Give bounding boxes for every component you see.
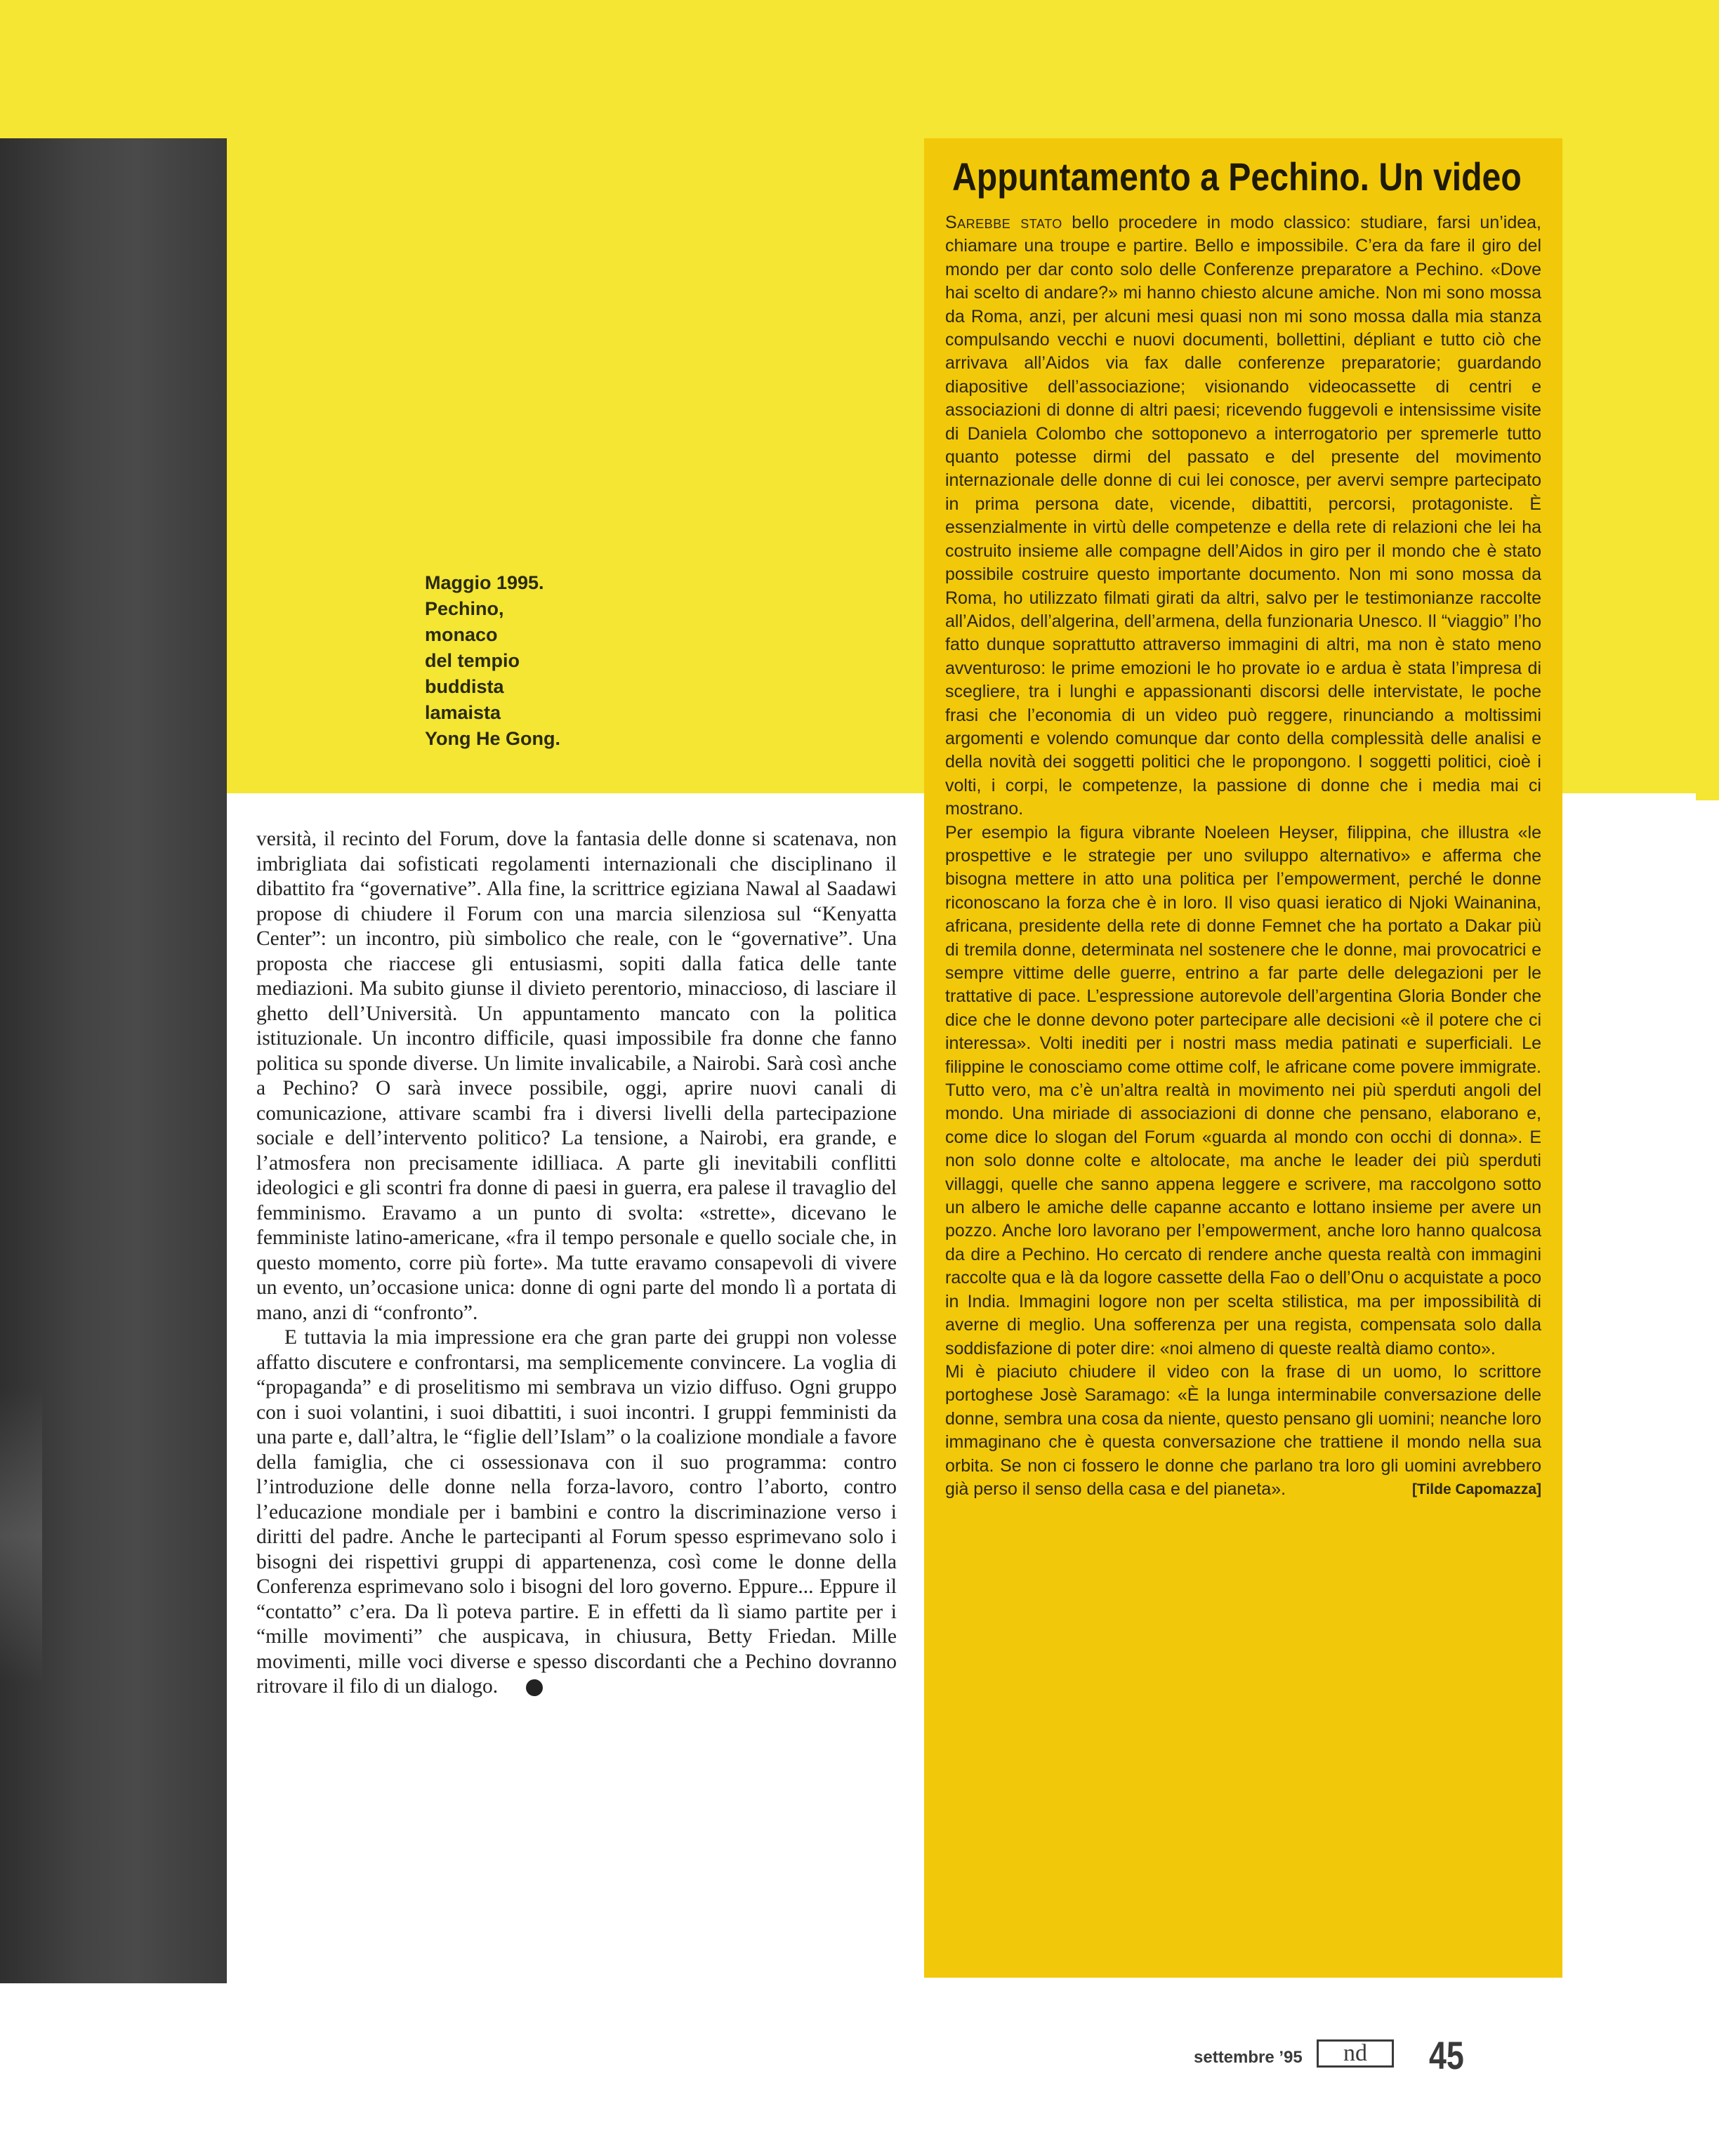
caption-line: del tempio: [425, 650, 520, 671]
caption-line: monaco: [425, 624, 498, 645]
article-paragraph: versità, il recinto del Forum, dove la fantasia delle donne si scatenava, non imbrigliata dai sofisticati regolamenti internazionali che disciplinano il dibattito fra “governative”. Alla fine, la scrittrice egiziana Nawal al Saadawi propose di chiudere il Forum con una marcia silenziosa sul “Kenyatta Center”: un incontro, più simbolico che reale, con le “governative”. Una proposta che riaccese gli entusiasmi, sopiti dalla fatica delle tante mediazioni. Ma subito giunse il divieto perentorio, minaccioso, di lasciare il ghetto dell’Università. Un appuntamento mancato con la politica istituzionale. Un incontro difficile, quasi impossibile fra donne che fanno politica su sponde diverse. Un limite invalicabile, a Nairobi. Sarà così anche a Pechino? O sarà invece possibile, oggi, aprire nuovi canali di comunicazione, attivare scambi fra i diversi livelli della partecipazione sociale e dell’intervento politico? La tensione, a Nairobi, era grande, e l’atmosfera non precisamente idilliaca. A parte gli inevitabili conflitti ideologici e gli scontri fra donne di paesi in guerra, era palese il travaglio del femminismo. Eravamo a un punto di svolta: «strette», dicevano le femministe latino-americane, «fra il tempo personale e quello sociale che, in questo momento, corre più forte». Ma tutte eravamo consapevoli di vivere un evento, un’occasione unica: donne di ogni parte del mondo lì a portata di mano, anzi di “confronto”.: [256, 828, 897, 1324]
footer-date: settembre ’95: [1194, 2048, 1303, 2067]
photo-caption: [425, 570, 635, 752]
sidebar-paragraph-text: Mi è piaciuto chiudere il video con la frase di un uomo, lo scrittore portoghese Josè Saramago: «È la lunga interminabile conversazione delle donne, sembra una cosa da niente, questo pensano gli uomini; neanche loro immaginano che è questa conversazione che trattiene il mondo nella sua orbita. Se non ci fossero le donne che parlano tra loro gli uomini avrebbero già perso il senso della casa e del pianeta».: [945, 1361, 1541, 1499]
sidebar-body: [945, 211, 1541, 1501]
sidebar-lead-smallcaps: Sarebbe stato: [945, 213, 1062, 232]
sidebar-title: Appuntamento a Pechino. Un video: [952, 154, 1522, 199]
sidebar-paragraph: [945, 211, 1541, 821]
caption-line: buddista: [425, 676, 504, 697]
sidebar-signature: [Tilde Capomazza]: [1412, 1481, 1541, 1497]
caption-line: Maggio 1995.: [425, 572, 544, 593]
sidebar-paragraph-text: bello procedere in modo classico: studiare, farsi un’idea, chiamare una troupe e partire. Bello e impossibile. C’era da fare il giro del mondo per dar conto solo delle Conferenze preparatore a Pechino. «Dove hai scelto di andare?» mi hanno chiesto alcune amiche. Non mi sono mossa da Roma, anzi, per alcuni mesi quasi non mi sono mossa dalla mia stanza compulsando vecchi e nuovi documenti, bollettini, dépliant e tutto ciò che arrivava all’Aidos via fax dalle conferenze preparatorie; guardando diapositive dell’associazione; visionando videocassette di centri e associazioni di donne di altri paesi; ricevendo fuggevoli e intensissime visite di Daniela Colombo che sottoponevo a interrogatorio per spremerle tutto quanto potesse dirmi del passato e del presente del movimento internazionale delle donne di cui lei conosce, per avervi sempre partecipato in prima persona date, vicende, dibattiti, percorsi, protagoniste. È essenzialmente in virtù delle competenze e della rete di relazioni che lei ha costruito insieme alle compagne dell’Aidos in giro per il mondo che è stato possibile costruire questo importante documento. Non mi sono mossa da Roma, ho utilizzato filmati girati da altri, salvo per le testimonianze raccolte all’Aidos, dell’algerina, dell’armena, della funzionaria Unesco. Il “viaggio” l’ho fatto dunque soprattutto attraverso immagini di altri, ma non è stato meno avventuroso: le prime emozioni le ho provate io e ardua è stata l’impresa di scegliere, tra i lunghi e appassionanti discorsi delle intervistate, le poche frasi che l’economia di un video può reggere, rinunciando a moltissimi argomenti e volendo comunque dar conto della complessità delle analisi e della novità dei soggetti politici che le propongono. I soggetti politici, cioè i volti, i corpi, le competenze, la passione di donne che i media mai ci mostrano.: [945, 213, 1541, 819]
sidebar-box: [924, 138, 1562, 1978]
end-of-article-bullet-icon: [526, 1679, 543, 1696]
caption-line: Yong He Gong.: [425, 728, 560, 749]
yellow-edge-strip: [1696, 0, 1719, 800]
sidebar-paragraph-last: [945, 1361, 1541, 1501]
magazine-logo: nd: [1317, 2039, 1394, 2068]
caption-line: lamaista: [425, 702, 501, 723]
page-number: 45: [1429, 2033, 1464, 2077]
article-paragraph-final: [256, 1325, 897, 1700]
photo-monk: [0, 138, 227, 1983]
article-paragraph-text: E tuttavia la mia impressione era che gran parte dei gruppi non volesse affatto discutere e confrontarsi, ma semplicemente convincere. La voglia di “propaganda” e di proselitismo mi sembrava un vizio diffuso. Ogni gruppo con i suoi volantini, i suoi dibattiti, i suoi incontri. I gruppi femministi da una parte e, dall’altra, le “figlie dell’Islam” o la coalizione mondiale a favore della famiglia, che ci ossessionava con il suo programma: contro l’introduzione delle donne nella forza-lavoro, contro l’aborto, contro l’educazione mondiale per i bambini e contro la discriminazione verso i diritti del padre. Anche le partecipanti al Forum spesso esprimevano solo i bisogni dei rispettivi gruppi di appartenenza, così come le donne della Conferenza esprimevano solo i bisogni del loro governo. Eppure... Eppure il “contatto” c’era. Da lì poteva partire. E in effetti da lì siamo partite per i “mille movimenti” che auspicava, in chiusura, Betty Friedan. Mille movimenti, mille voci diverse e spesso discordanti che a Pechino dovranno ritrovare il filo di un dialogo.: [256, 1326, 897, 1698]
main-article: [256, 827, 897, 1700]
photo-highlight: [0, 1388, 42, 1683]
caption-line: Pechino,: [425, 598, 504, 619]
sidebar-paragraph: Per esempio la figura vibrante Noeleen Heyser, filippina, che illustra «le prospettive e le strategie per uno sviluppo alternativo» e afferma che bisogna mettere in atto una politica per l’empowerment, perché le donne riconoscano la forza che è in loro. Il viso quasi ieratico di Njoki Wainanina, africana, presidente della rete di donne Femnet che ha portato a Dakar più di tremila donne, determinata nel sostenere che le donne, mai provocatrici e sempre vittime delle guerre, entrino a far parte delle delegazioni per le trattative di pace. L’espressione autorevole dell’argentina Gloria Bonder che dice che le donne devono poter partecipare alle decisioni «è il potere che ci interessa». Volti inediti per i nostri mass media patinati e superficiali. Le filippine le conosciamo come ottime colf, le africane come povere immigrate. Tutto vero, ma c’è un’altra realtà in movimento nei più sperduti angoli del mondo. Una miriade di associazioni di donne che pensano, elaborano e, come dice lo slogan del Forum «guarda al mondo con occhi di donna». E non solo donne colte e altolocate, ma anche le leader dei più sperduti villaggi, quelle che sanno appena leggere e scrivere, ma raccolgono sotto un albero le amiche delle capanne accanto e lottano insieme per avere un pozzo. Anche loro lavorano per l’empowerment, anche loro hanno qualcosa da dire a Pechino. Ho cercato di rendere anche questa realtà con immagini raccolte qua e là da logore cassette della Fao o dell’Onu o acquistate a poco in India. Immagini logore non per scelta stilistica, ma per impossibilità di averne di meglio. Una sofferenza per una regista, compensata solo dalla soddisfazione di poter dire: «noi almeno di queste realtà diamo conto».: [945, 822, 1541, 1358]
page-footer: [1194, 2032, 1489, 2075]
